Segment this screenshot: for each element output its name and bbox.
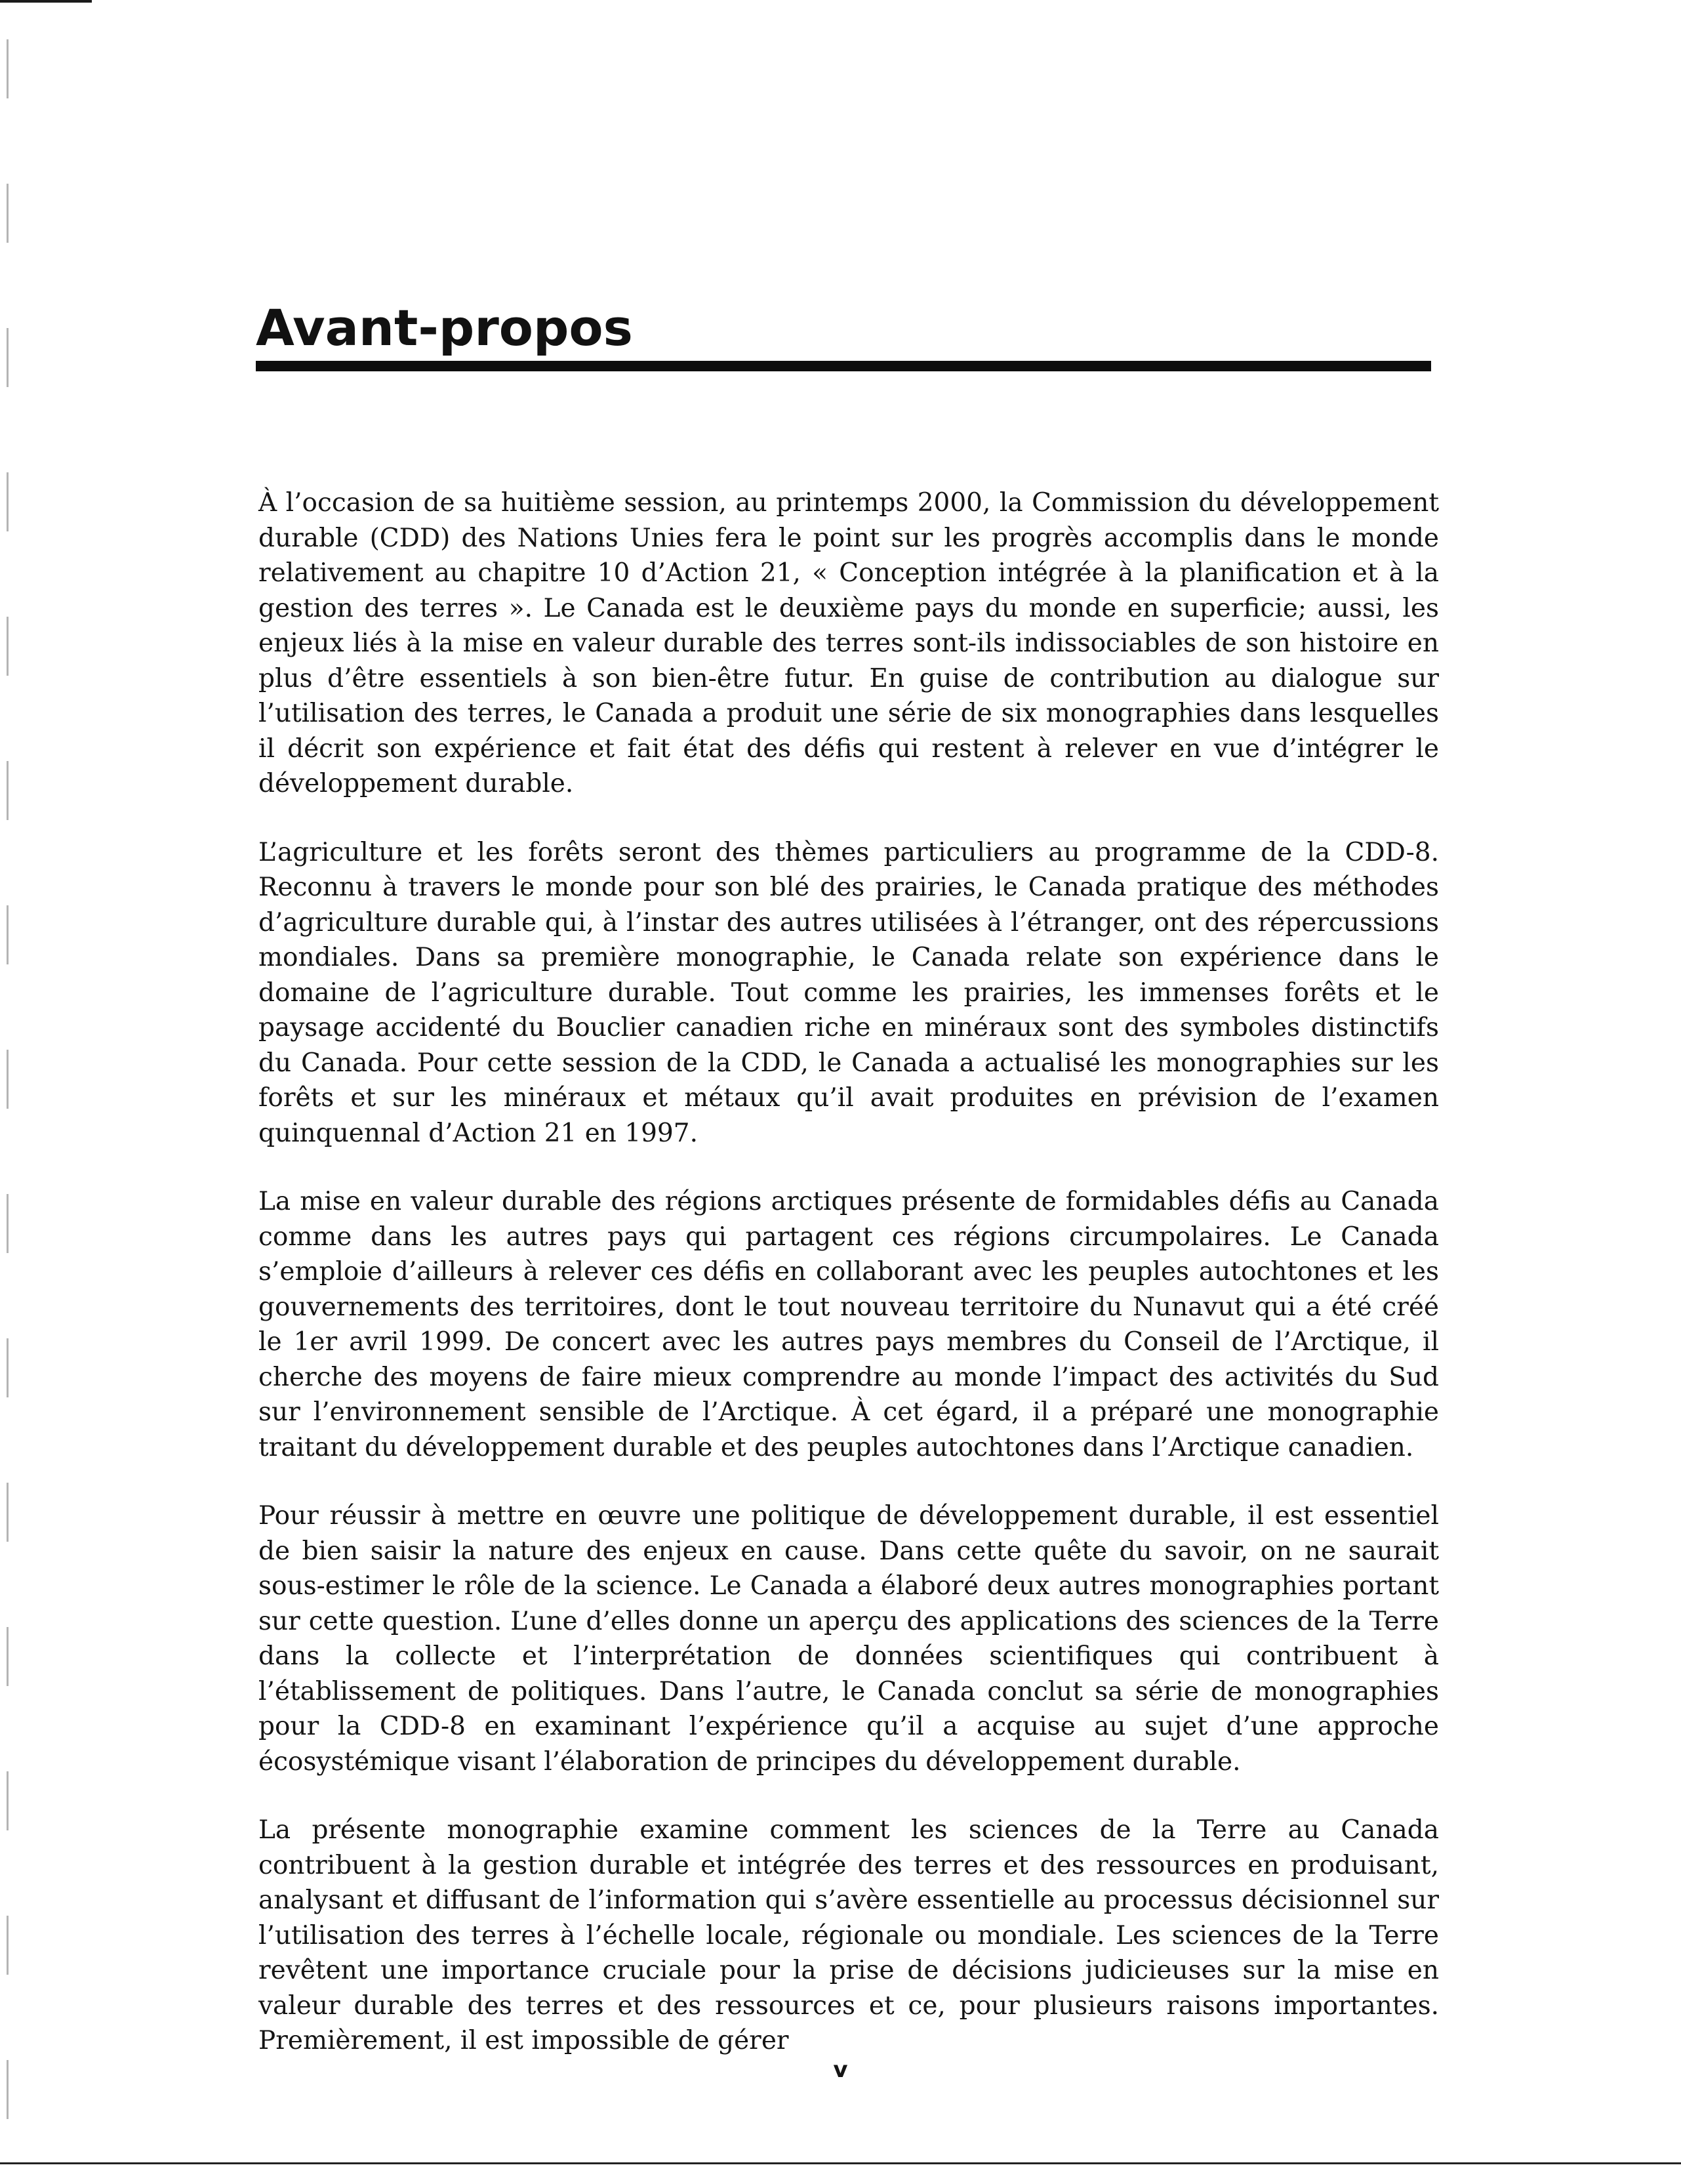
paragraph: La présente monographie examine comment les sciences de la Terre au Canada contribuent à la gestion durable et intégrée des terres et des ressources en produisant, analysant et diffusant de l’information qui s’avère essentielle au processus décisionnel sur l’utilisation des terres à l’échelle locale, régionale ou mondiale. Les sciences de la Terre revêtent une importance cruciale pour la prise de décisions judicieuses sur la mise en valeur durable des terres et des ressources et ce, pour plusieurs raisons importantes. Premièrement, il est impossible de gérer — [258, 1815, 1439, 2055]
scan-edge-bottom — [0, 2162, 1681, 2164]
paragraph: Pour réussir à mettre en œuvre une politique de développement durable, il est essentiel de bien saisir la nature des enjeux en cause. Dans cette quête du savoir, on ne saurait sous-estimer le rôle de la science. Le Canada a élaboré deux autres monographies portant sur cette question. L’une d’elles donne un aperçu des applications des sciences de la Terre dans la collecte et l’interprétation de données scientifiques qui contribuent à l’établissement de politiques. Dans l’autre, le Canada conclut sa série de monographies pour la CDD-8 en examinant l’expérience qu’il a acquise au sujet d’une approche écosystémique visant l’élaboration de principes du développement durable. — [258, 1501, 1439, 1777]
paragraph: L’agriculture et les forêts seront des thèmes particuliers au programme de la CDD-8. Reconnu à travers le monde pour son blé des prairies, le Canada pratique des méthodes d’agriculture durable qui, à l’instar des autres utilisées à l’étranger, ont des répercussions mondiales. Dans sa première monographie, le Canada relate son expérience dans le domaine de l’agriculture durable. Tout comme les prairies, les immenses forêts et le paysage accidenté du Bouclier canadien riche en minéraux sont des symboles distinctifs du Canada. Pour cette session de la CDD, le Canada a actualisé les monographies sur les forêts et sur les minéraux et métaux qu’il avait produites en prévision de l’examen quinquennal d’Action 21 en 1997. — [258, 837, 1439, 1148]
title-rule — [256, 361, 1431, 371]
scan-edge-left — [7, 39, 9, 2139]
paragraph: La mise en valeur durable des régions arctiques présente de formidables défis au Canada comme dans les autres pays qui partagent ces régions circumpolaires. Le Canada s’emploie d’ailleurs à relever ces défis en collaborant avec les peuples autochtones et les gouvernements des territoires, dont le tout nouveau territoire du Nunavut qui a été créé le 1er avril 1999. De concert avec les autres pays membres du Conseil de l’Arctique, il cherche des moyens de faire mieux comprendre au monde l’impact des activités du Sud sur l’environnement sensible de l’Arctique. À cet égard, il a préparé une monographie traitant du développement durable et des peuples autochtones dans l’Arctique canadien. — [258, 1187, 1439, 1462]
scan-edge-top — [0, 0, 92, 3]
paragraph: À l’occasion de sa huitième session, au printemps 2000, la Commission du développement durable (CDD) des Nations Unies fera le point sur les progrès accomplis dans le monde relativement au chapitre 10 d’Action 21, « Conception intégrée à la planification et à la gestion des terres ». Le Canada est le deuxième pays du monde en superficie; aussi, les enjeux liés à la mise en valeur durable des terres sont-ils indissociables de son histoire en plus d’être essentiels à son bien-être futur. En guise de contribution au dialogue sur l’utilisation des terres, le Canada a produit une série de six monographies dans lesquelles il décrit son expérience et fait état des défis qui restent à relever en vue d’intégrer le développement durable. — [258, 488, 1439, 798]
body-text — [258, 485, 1439, 2092]
page-title: Avant-propos — [256, 299, 633, 357]
page-number: v — [833, 2057, 848, 2083]
